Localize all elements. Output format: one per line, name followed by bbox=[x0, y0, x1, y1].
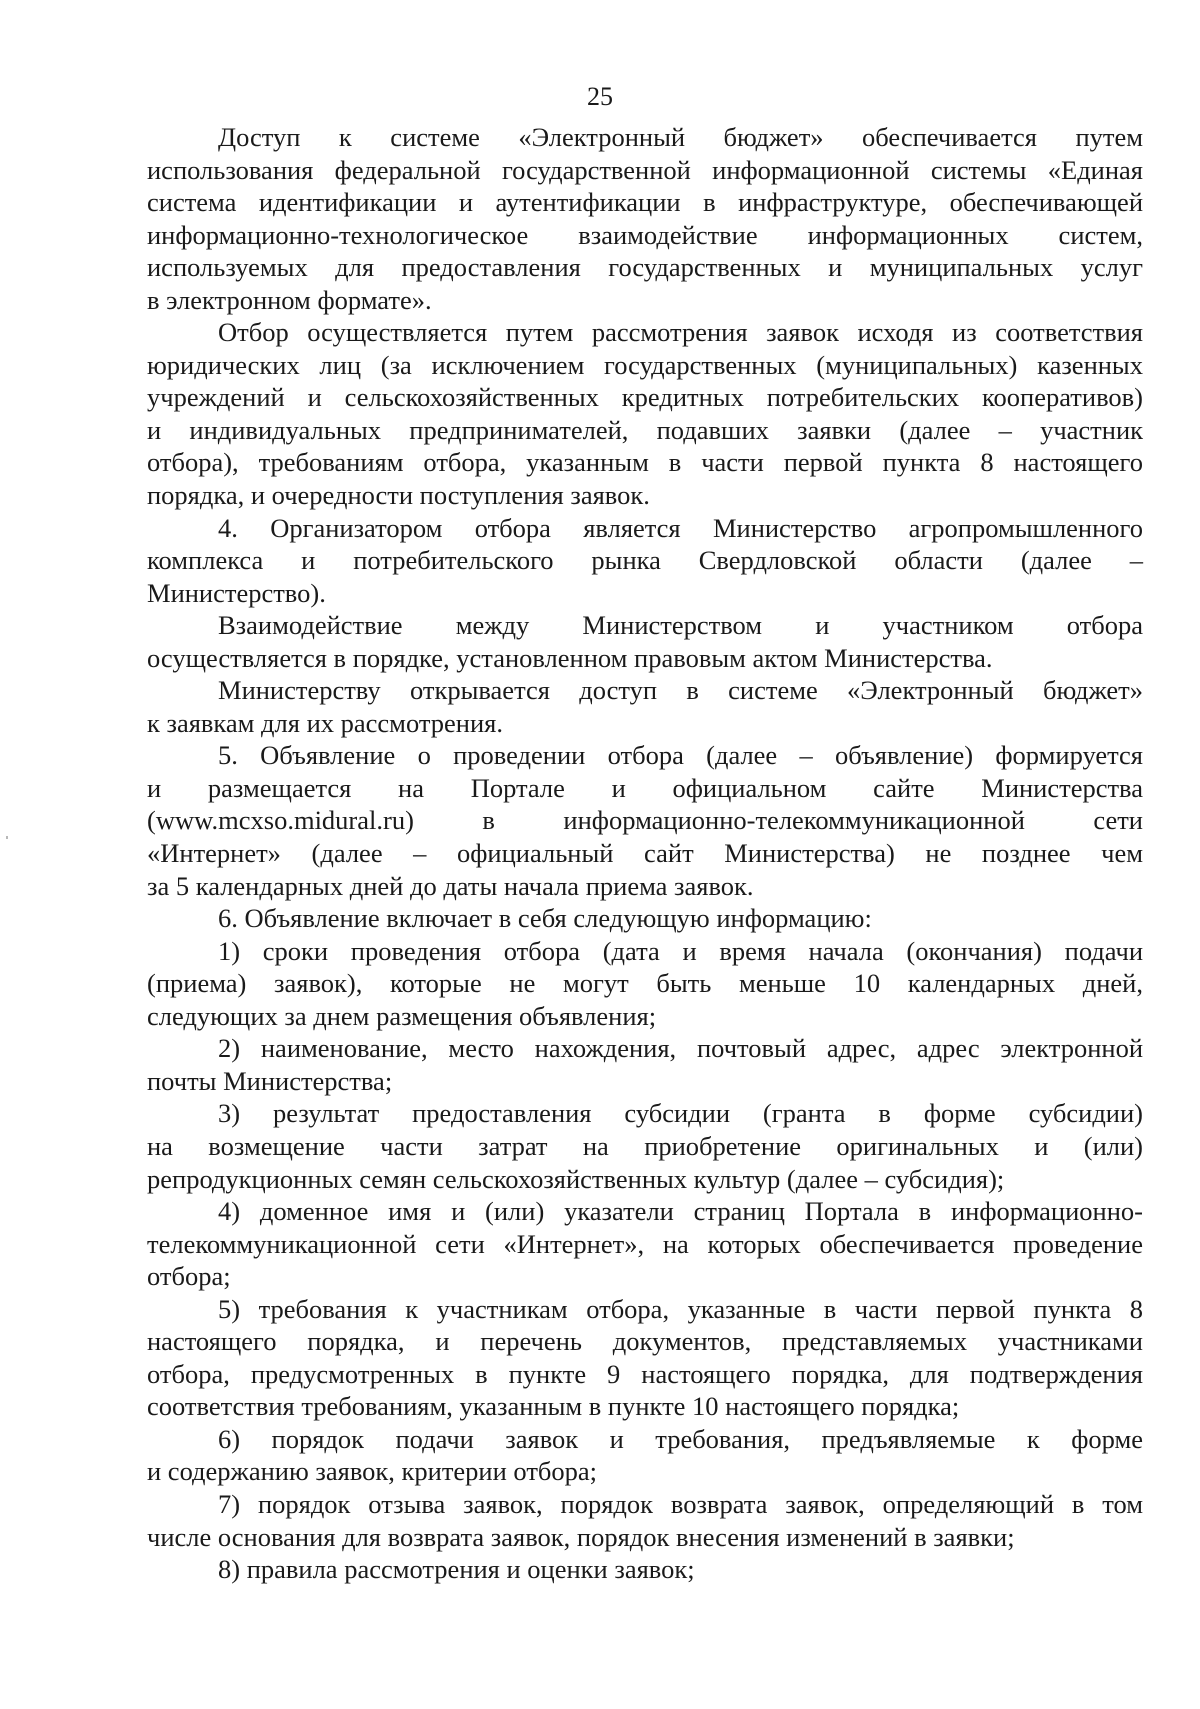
paragraph bbox=[147, 1488, 1143, 1553]
text-line: (www.mcxso.midural.ru) в информационно-телекоммуникационной сети bbox=[147, 805, 1143, 836]
text-line: 6) порядок подачи заявок и требования, предъявляемые к форме bbox=[218, 1423, 1143, 1454]
text-line: Доступ к системе «Электронный бюджет» обеспечивается путем bbox=[218, 122, 1143, 152]
text-line: на возмещение части затрат на приобретение оригинальных и (или) bbox=[147, 1130, 1143, 1161]
text-line: за 5 календарных дней до даты начала приема заявок. bbox=[147, 870, 754, 901]
text-line: следующих за днем размещения объявления; bbox=[147, 1000, 657, 1031]
text-line: «Интернет» (далее – официальный сайт Министерства) не позднее чем bbox=[147, 838, 1143, 869]
text-line: 7) порядок отзыва заявок, порядок возврата заявок, определяющий в том bbox=[218, 1488, 1143, 1519]
text-line: и содержанию заявок, критерии отбора; bbox=[147, 1456, 598, 1487]
text-line: осуществляется в порядке, установленном правовым актом Министерства. bbox=[147, 642, 993, 673]
paragraph bbox=[147, 674, 1143, 739]
paragraph bbox=[147, 1553, 1143, 1586]
text-line: почты Министерства; bbox=[147, 1065, 393, 1096]
text-line: юридических лиц (за исключением государственных (муниципальных) казенных bbox=[147, 349, 1143, 380]
text-line: 5) требования к участникам отбора, указанные в части первой пункта 8 bbox=[218, 1293, 1143, 1324]
text-line: 4. Организатором отбора является Министерство агропромышленного bbox=[218, 512, 1143, 543]
text-line: Министерство). bbox=[147, 577, 326, 608]
text-line: репродукционных семян сельскохозяйственных культур (далее – субсидия); bbox=[147, 1163, 1005, 1194]
paragraph bbox=[147, 512, 1143, 610]
text-line: (приема) заявок), которые не могут быть меньше 10 календарных дней, bbox=[147, 968, 1143, 999]
text-line: учреждений и сельскохозяйственных кредитных потребительских кооперативов) bbox=[147, 382, 1143, 413]
text-line: в электронном формате». bbox=[147, 284, 432, 315]
text-line: 3) результат предоставления субсидии (гранта в форме субсидии) bbox=[218, 1098, 1143, 1129]
text-line: соответствия требованиям, указанным в пункте 10 настоящего порядка; bbox=[147, 1391, 960, 1422]
text-line: 2) наименование, место нахождения, почтовый адрес, адрес электронной bbox=[218, 1033, 1143, 1064]
text-line: комплекса и потребительского рынка Свердловской области (далее – bbox=[147, 545, 1143, 576]
text-line: телекоммуникационной сети «Интернет», на которых обеспечивается проведение bbox=[147, 1228, 1143, 1259]
text-line: 6. Объявление включает в себя следующую информацию: bbox=[218, 903, 872, 934]
paragraph bbox=[147, 121, 1143, 316]
paragraph bbox=[147, 1097, 1143, 1195]
text-line: и индивидуальных предпринимателей, подавших заявки (далее – участник bbox=[147, 414, 1143, 445]
paragraph bbox=[147, 935, 1143, 1033]
text-line: 1) сроки проведения отбора (дата и время начала (окончания) подачи bbox=[218, 935, 1143, 966]
paragraph bbox=[147, 739, 1143, 902]
text-line: используемых для предоставления государственных и муниципальных услуг bbox=[147, 252, 1143, 283]
text-line: Взаимодействие между Министерством и участником отбора bbox=[218, 610, 1143, 641]
paragraph bbox=[147, 902, 1143, 935]
paragraph bbox=[147, 1423, 1143, 1488]
text-line: система идентификации и аутентификации в инфраструктуре, обеспечивающей bbox=[147, 187, 1143, 218]
text-line: порядка, и очередности поступления заявок. bbox=[147, 480, 650, 511]
text-line: информационно-технологическое взаимодействие информационных систем, bbox=[147, 219, 1143, 250]
page-number: 25 bbox=[587, 82, 613, 111]
text-line: Отбор осуществляется путем рассмотрения заявок исходя из соответствия bbox=[218, 317, 1143, 348]
text-line: 8) правила рассмотрения и оценки заявок; bbox=[218, 1554, 695, 1585]
paragraph bbox=[147, 1293, 1143, 1423]
text-line: отбора; bbox=[147, 1261, 231, 1292]
text-line: и размещается на Портале и официальном сайте Министерства bbox=[147, 772, 1143, 803]
text-line: к заявкам для их рассмотрения. bbox=[147, 707, 503, 738]
text-line: использования федеральной государственной информационной системы «Единая bbox=[147, 154, 1143, 185]
text-line: Министерству открывается доступ в системе «Электронный бюджет» bbox=[218, 675, 1143, 706]
text-line: числе основания для возврата заявок, порядок внесения изменений в заявки; bbox=[147, 1521, 1015, 1552]
paragraph bbox=[147, 1195, 1143, 1293]
text-line: отбора), требованиям отбора, указанным в части первой пункта 8 настоящего bbox=[147, 447, 1143, 478]
paragraph bbox=[147, 1032, 1143, 1097]
text-line: 5. Объявление о проведении отбора (далее – объявление) формируется bbox=[218, 740, 1143, 771]
document-body bbox=[147, 121, 1143, 1586]
paragraph bbox=[147, 316, 1143, 511]
text-line: отбора, предусмотренных в пункте 9 настоящего порядка, для подтверждения bbox=[147, 1358, 1143, 1389]
text-line: настоящего порядка, и перечень документов, представляемых участниками bbox=[147, 1326, 1143, 1357]
scan-artifact bbox=[6, 836, 8, 839]
text-line: 4) доменное имя и (или) указатели страниц Портала в информационно- bbox=[218, 1196, 1143, 1227]
paragraph bbox=[147, 609, 1143, 674]
